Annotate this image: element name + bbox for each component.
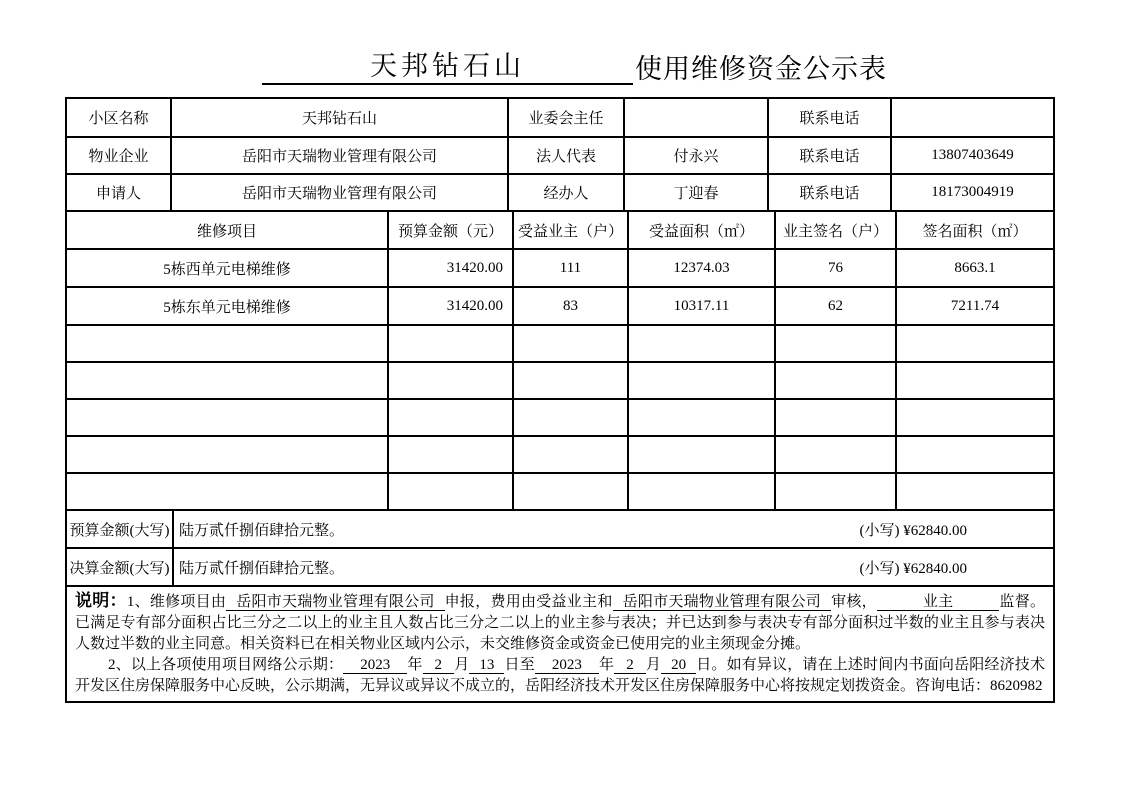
column-header: 预算金额（元） bbox=[388, 211, 513, 249]
empty-cell bbox=[513, 399, 628, 436]
summary-value bbox=[173, 548, 1054, 586]
empty-cell bbox=[513, 325, 628, 362]
notes-blank-end-year: 2023 bbox=[535, 657, 599, 674]
summary-value-inner bbox=[174, 557, 1053, 578]
info-label: 物业企业 bbox=[66, 137, 171, 174]
empty-cell bbox=[513, 362, 628, 399]
empty-cell bbox=[775, 399, 896, 436]
empty-cell bbox=[775, 436, 896, 473]
empty-cell bbox=[513, 436, 628, 473]
info-label: 申请人 bbox=[66, 174, 171, 211]
info-label: 法人代表 bbox=[508, 137, 624, 174]
empty-cell bbox=[66, 436, 388, 473]
info-label: 业委会主任 bbox=[508, 98, 624, 137]
public-notice-table bbox=[65, 97, 1053, 703]
empty-row bbox=[66, 325, 1054, 362]
notes-cell bbox=[66, 586, 1054, 702]
notes-text: 日至 bbox=[504, 657, 535, 673]
empty-cell bbox=[896, 362, 1054, 399]
column-header: 维修项目 bbox=[66, 211, 388, 249]
empty-cell bbox=[66, 473, 388, 510]
community-name: 天邦钻石山 bbox=[370, 51, 525, 81]
item-owners: 111 bbox=[513, 249, 628, 287]
empty-cell bbox=[628, 436, 775, 473]
summary-value bbox=[173, 510, 1054, 548]
info-label: 联系电话 bbox=[768, 137, 891, 174]
notes-text: 申报，费用由受益业主和 bbox=[444, 594, 613, 610]
info-value: 天邦钻石山 bbox=[171, 98, 508, 137]
notes-blank-start-day: 13 bbox=[469, 657, 504, 674]
item-area: 10317.11 bbox=[628, 287, 775, 325]
item-project: 5栋东单元电梯维修 bbox=[66, 287, 388, 325]
notes-text: 年 bbox=[598, 657, 615, 673]
empty-cell bbox=[388, 399, 513, 436]
empty-cell bbox=[66, 325, 388, 362]
info-value bbox=[891, 98, 1054, 137]
notes-text: 审核， bbox=[831, 594, 877, 610]
table-row bbox=[66, 137, 1054, 174]
item-owners: 83 bbox=[513, 287, 628, 325]
summary-table bbox=[65, 509, 1055, 587]
table-row bbox=[66, 174, 1054, 211]
info-label: 经办人 bbox=[508, 174, 624, 211]
amount-capital: 陆万贰仟捌佰肆拾元整。 bbox=[179, 560, 345, 577]
table-row bbox=[66, 287, 1054, 325]
empty-row bbox=[66, 362, 1054, 399]
item-area: 12374.03 bbox=[628, 249, 775, 287]
empty-cell bbox=[896, 473, 1054, 510]
empty-cell bbox=[628, 399, 775, 436]
table-row bbox=[66, 548, 1054, 586]
item-project: 5栋西单元电梯维修 bbox=[66, 249, 388, 287]
notes-label: 说明： bbox=[75, 591, 127, 610]
summary-label: 预算金额(大写) bbox=[66, 510, 173, 548]
form-title bbox=[262, 50, 887, 85]
table-row bbox=[66, 586, 1054, 702]
notes-text: 2、以上各项使用项目网络公示期： bbox=[108, 657, 344, 673]
info-value: 付永兴 bbox=[624, 137, 768, 174]
info-value: 丁迎春 bbox=[624, 174, 768, 211]
notes-blank-end-day: 20 bbox=[661, 657, 696, 674]
empty-cell bbox=[628, 362, 775, 399]
column-header: 业主签名（户） bbox=[775, 211, 896, 249]
form-title-text: 使用维修资金公示表 bbox=[635, 54, 887, 84]
info-value: 岳阳市天瑞物业管理有限公司 bbox=[171, 137, 508, 174]
column-header: 签名面积（㎡） bbox=[896, 211, 1054, 249]
empty-cell bbox=[388, 325, 513, 362]
column-header: 受益业主（户） bbox=[513, 211, 628, 249]
empty-cell bbox=[388, 362, 513, 399]
empty-cell bbox=[388, 436, 513, 473]
item-budget: 31420.00 bbox=[388, 249, 513, 287]
notes-text: 日。如有异议，请在上述时间内书面向岳阳经济技术开发区住房保障服务中心反映，公示期满，无异议或异议不成立的，岳阳经济技术开发区住房保障服务中心将按规定划拨资金。咨询电话：8620982 bbox=[75, 657, 1045, 694]
info-value bbox=[624, 98, 768, 137]
items-header-row bbox=[66, 211, 1054, 249]
notes-blank-auditor: 岳阳市天瑞物业管理有限公司 bbox=[613, 594, 831, 611]
empty-cell bbox=[513, 473, 628, 510]
item-signed-owners: 76 bbox=[775, 249, 896, 287]
info-label: 小区名称 bbox=[66, 98, 171, 137]
notes-blank-end-month: 2 bbox=[614, 657, 646, 674]
empty-row bbox=[66, 473, 1054, 510]
info-table bbox=[65, 97, 1055, 212]
item-signed-area: 7211.74 bbox=[896, 287, 1054, 325]
empty-cell bbox=[775, 325, 896, 362]
empty-cell bbox=[66, 362, 388, 399]
summary-value-inner bbox=[174, 519, 1053, 540]
table-row bbox=[66, 510, 1054, 548]
notes-blank-supervisor: 业主 bbox=[877, 594, 1000, 611]
notes-text: 1、维修项目由 bbox=[126, 594, 227, 610]
notes-text: 年 bbox=[407, 657, 423, 673]
info-value: 岳阳市天瑞物业管理有限公司 bbox=[171, 174, 508, 211]
empty-cell bbox=[66, 399, 388, 436]
info-label: 联系电话 bbox=[768, 98, 891, 137]
table-row bbox=[66, 98, 1054, 137]
empty-cell bbox=[896, 399, 1054, 436]
amount-small: (小写) ¥62840.00 bbox=[859, 522, 967, 539]
notes-paragraph-2 bbox=[75, 655, 1045, 697]
notes-paragraph-1 bbox=[75, 590, 1045, 655]
notes-text: 监督。已满足专有部分面积占比三分之二以上的业主且人数占比三分之二以上的业主参与表决；并已达到参与表决专有部分面积过半数的业主且参与表决人数过半数的业主同意。相关资料已在相关物业区域内公示，未交维修资金或资金已使用完的业主须现金分摊。 bbox=[75, 594, 1045, 652]
info-value: 18173004919 bbox=[891, 174, 1054, 211]
empty-cell bbox=[775, 473, 896, 510]
notes-table bbox=[65, 585, 1055, 703]
items-table bbox=[65, 210, 1055, 511]
amount-small: (小写) ¥62840.00 bbox=[859, 560, 967, 577]
column-header: 受益面积（㎡） bbox=[628, 211, 775, 249]
amount-capital: 陆万贰仟捌佰肆拾元整。 bbox=[179, 522, 345, 539]
empty-cell bbox=[896, 325, 1054, 362]
info-value: 13807403649 bbox=[891, 137, 1054, 174]
empty-cell bbox=[628, 473, 775, 510]
item-signed-owners: 62 bbox=[775, 287, 896, 325]
empty-cell bbox=[896, 436, 1054, 473]
empty-row bbox=[66, 399, 1054, 436]
empty-cell bbox=[628, 325, 775, 362]
notes-text: 月 bbox=[645, 657, 662, 673]
community-name-underline bbox=[262, 50, 633, 85]
table-row bbox=[66, 249, 1054, 287]
item-signed-area: 8663.1 bbox=[896, 249, 1054, 287]
empty-cell bbox=[388, 473, 513, 510]
summary-label: 决算金额(大写) bbox=[66, 548, 173, 586]
empty-row bbox=[66, 436, 1054, 473]
notes-text: 月 bbox=[454, 657, 470, 673]
notes-blank-declarer: 岳阳市天瑞物业管理有限公司 bbox=[226, 594, 444, 611]
item-budget: 31420.00 bbox=[388, 287, 513, 325]
notes-blank-start-month: 2 bbox=[423, 657, 455, 674]
info-label: 联系电话 bbox=[768, 174, 891, 211]
notes-blank-start-year: 2023 bbox=[343, 657, 407, 674]
empty-cell bbox=[775, 362, 896, 399]
